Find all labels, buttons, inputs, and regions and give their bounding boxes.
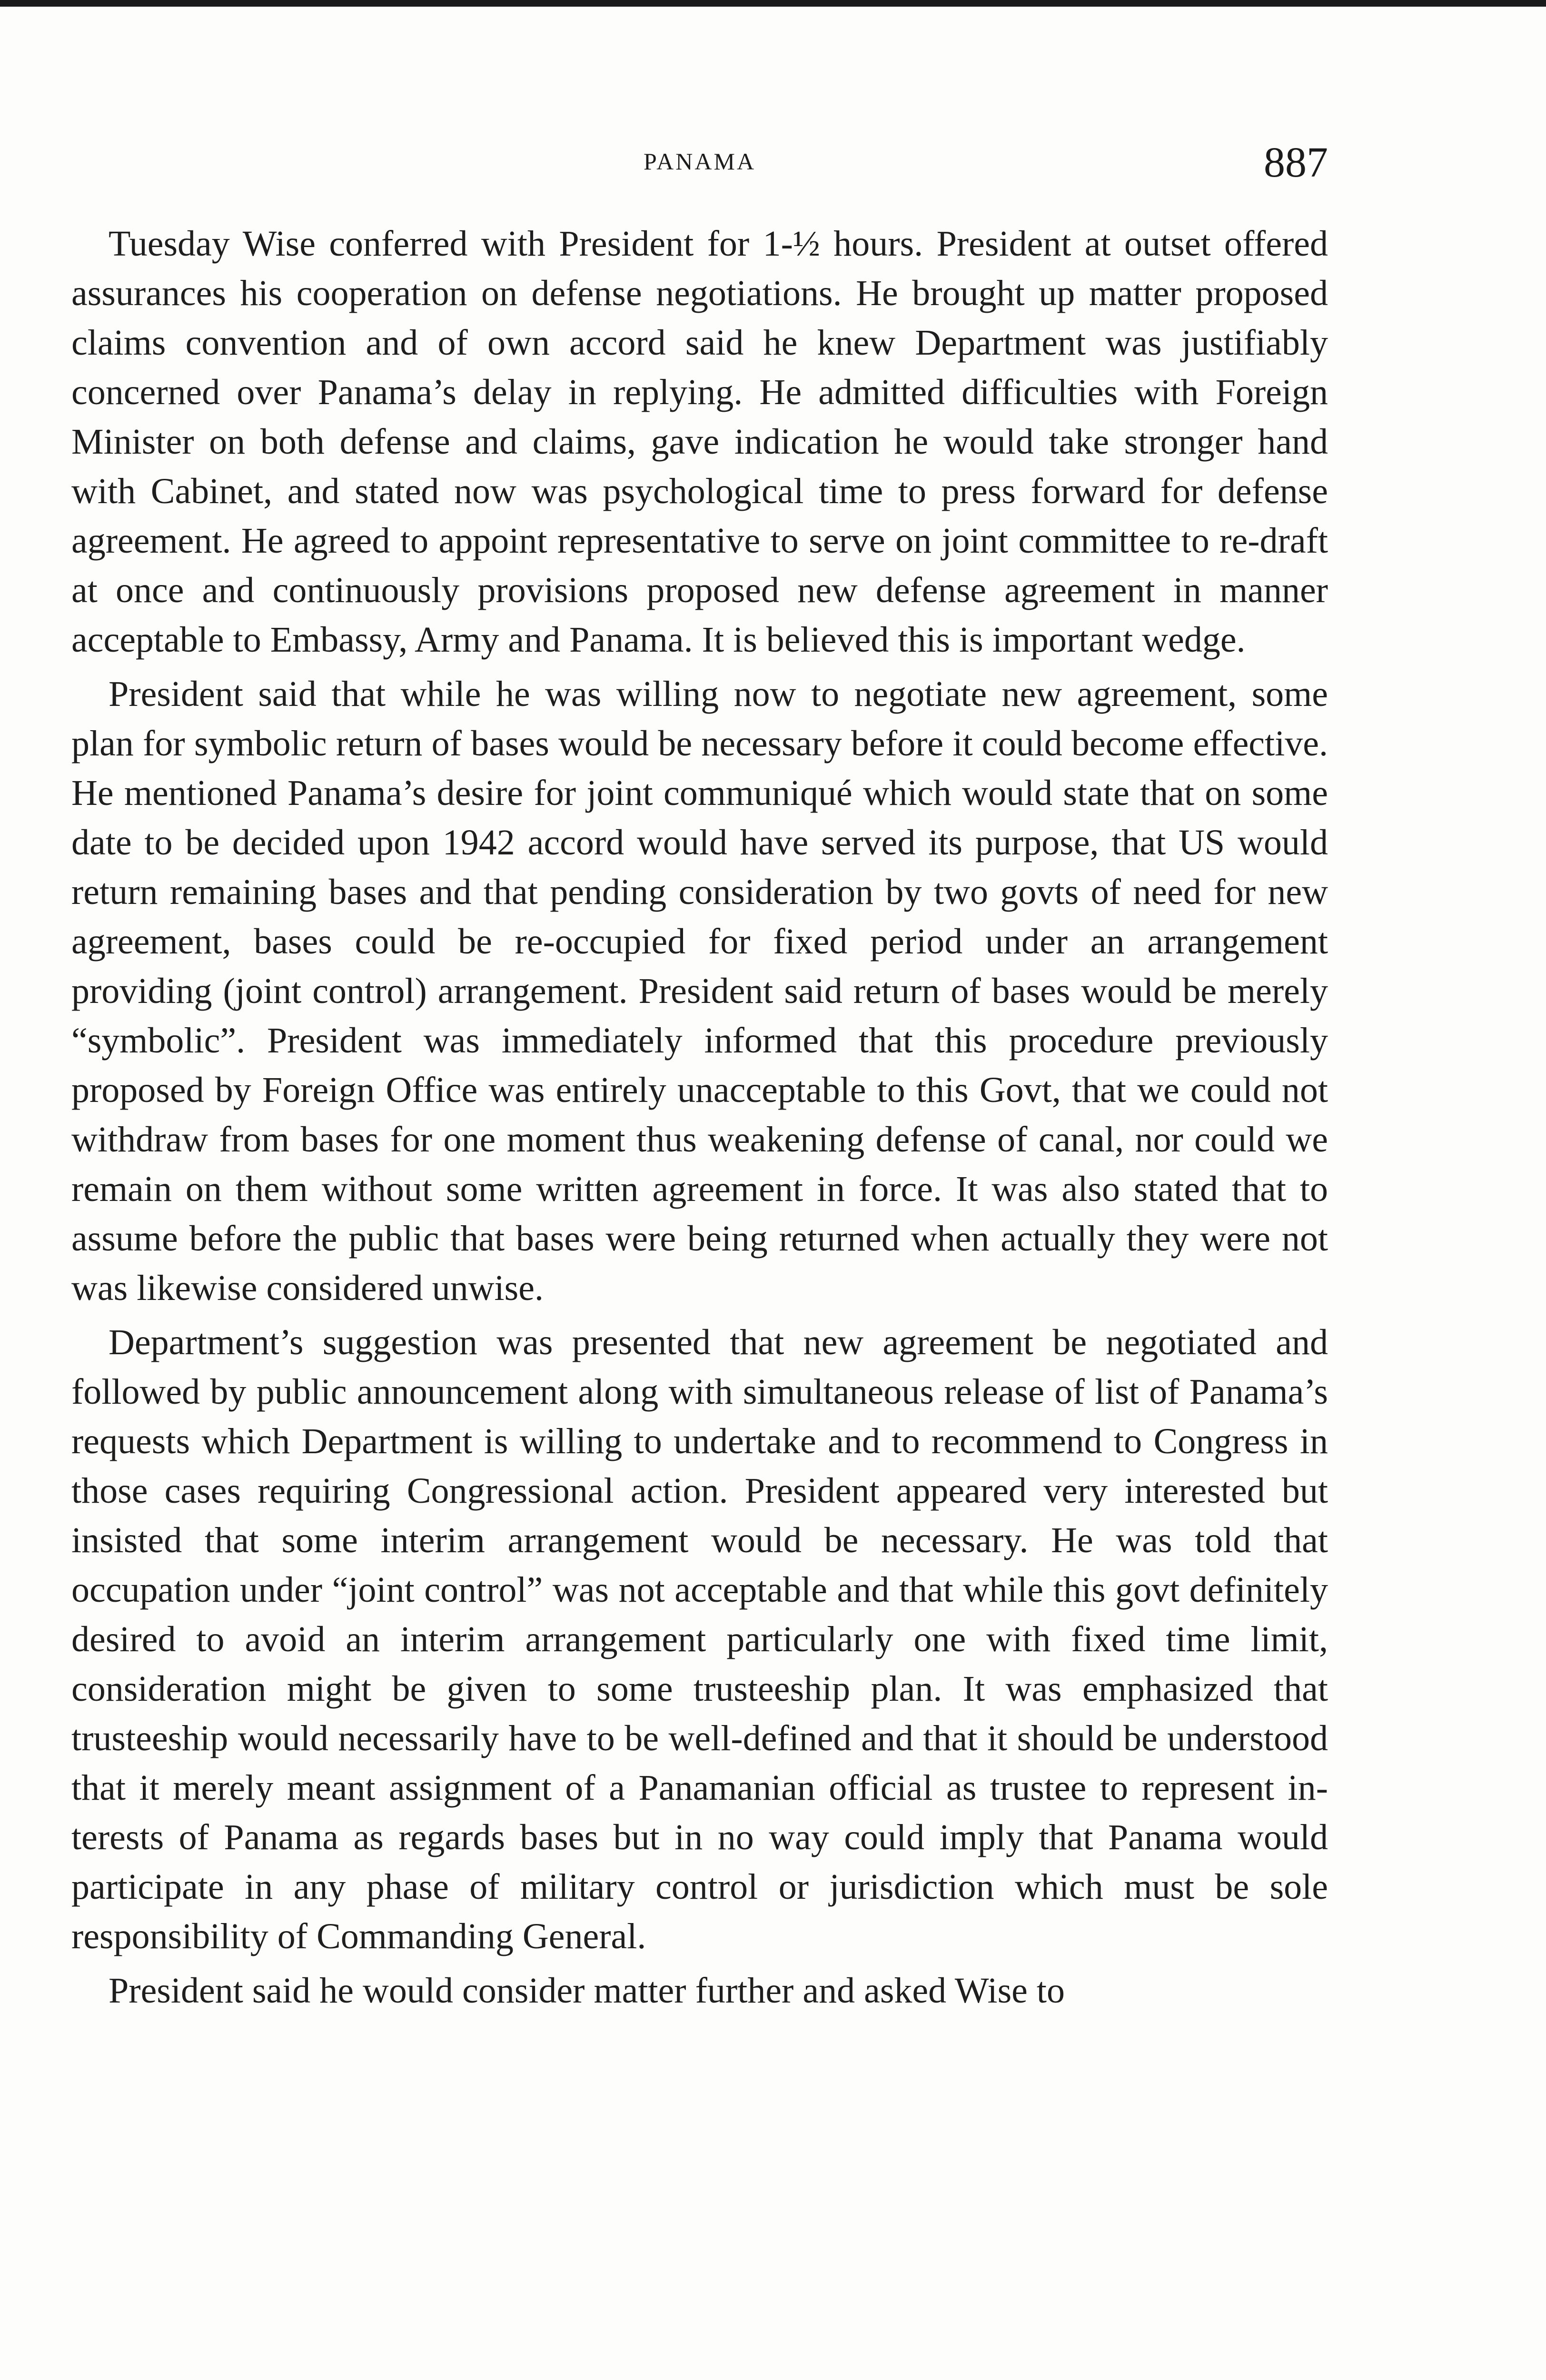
paragraph-3: Department’s suggestion was presented that new agreement be negotiated and followed by public announcement along with simultaneous release of list of Panama’s requests which Department is willing to undertake and to recommend to Congress in those cases requiring Congressional action. President appeared very interested but insisted that some interim arrangement would be necessary. He was told that occupation under “joint control” was not acceptable and that while this govt definitely desired to avoid an interim arrangement particularly one with fixed time limit, consideration might be given to some trusteeship plan. It was emphasized that trusteeship would necessarily have to be well-defined and that it should be understood that it merely meant assignment of a Panamanian official as trustee to represent interests of Panama as regards bases but in no way could imply that Panama would participate in any phase of military control or jurisdiction which must be sole responsibility of Commanding General. (71, 1322, 1328, 1956)
paragraph-4: President said he would consider matter further and asked Wise to (109, 1971, 1065, 2011)
body-text (71, 219, 1328, 2020)
section-title: PANAMA (643, 148, 756, 175)
paragraph-1: Tuesday Wise conferred with President for 1-½ hours. President at outset offered assurances his cooperation on defense negotiations. He brought up matter proposed claims convention and of own accord said he knew Department was justifiably concerned over Panama’s delay in replying. He admitted difficulties with Foreign Minister on both defense and claims, gave indication he would take stronger hand with Cabinet, and stated now was psychological time to press forward for defense agreement. He agreed to appoint representative to serve on joint committee to re-draft at once and continuously provisions proposed new defense agreement in manner acceptable to Embassy, Army and Panama. It is believed this is important wedge. (71, 224, 1328, 660)
running-head (71, 138, 1328, 195)
paragraph-2: President said that while he was willing now to negotiate new agreement, some plan for symbolic return of bases would be necessary before it could become effective. He mentioned Panama’s desire for joint communiqué which would state that on some date to be decided upon 1942 accord would have served its purpose, that US would return remaining bases and that pending consideration by two govts of need for new agreement, bases could be re-occupied for fixed period under an arrangement providing (joint control) arrangement. President said return of bases would be merely “symbolic”. President was immediately informed that this procedure previously proposed by Foreign Office was entirely unacceptable to this Govt, that we could not withdraw from bases for one moment thus weakening defense of canal, nor could we remain on them without some written agreement in force. It was also stated that to assume before the public that bases were being returned when actually they were not was likewise considered unwise. (71, 674, 1328, 1308)
top-border-rule (0, 0, 1546, 7)
page-number: 887 (1264, 139, 1328, 186)
